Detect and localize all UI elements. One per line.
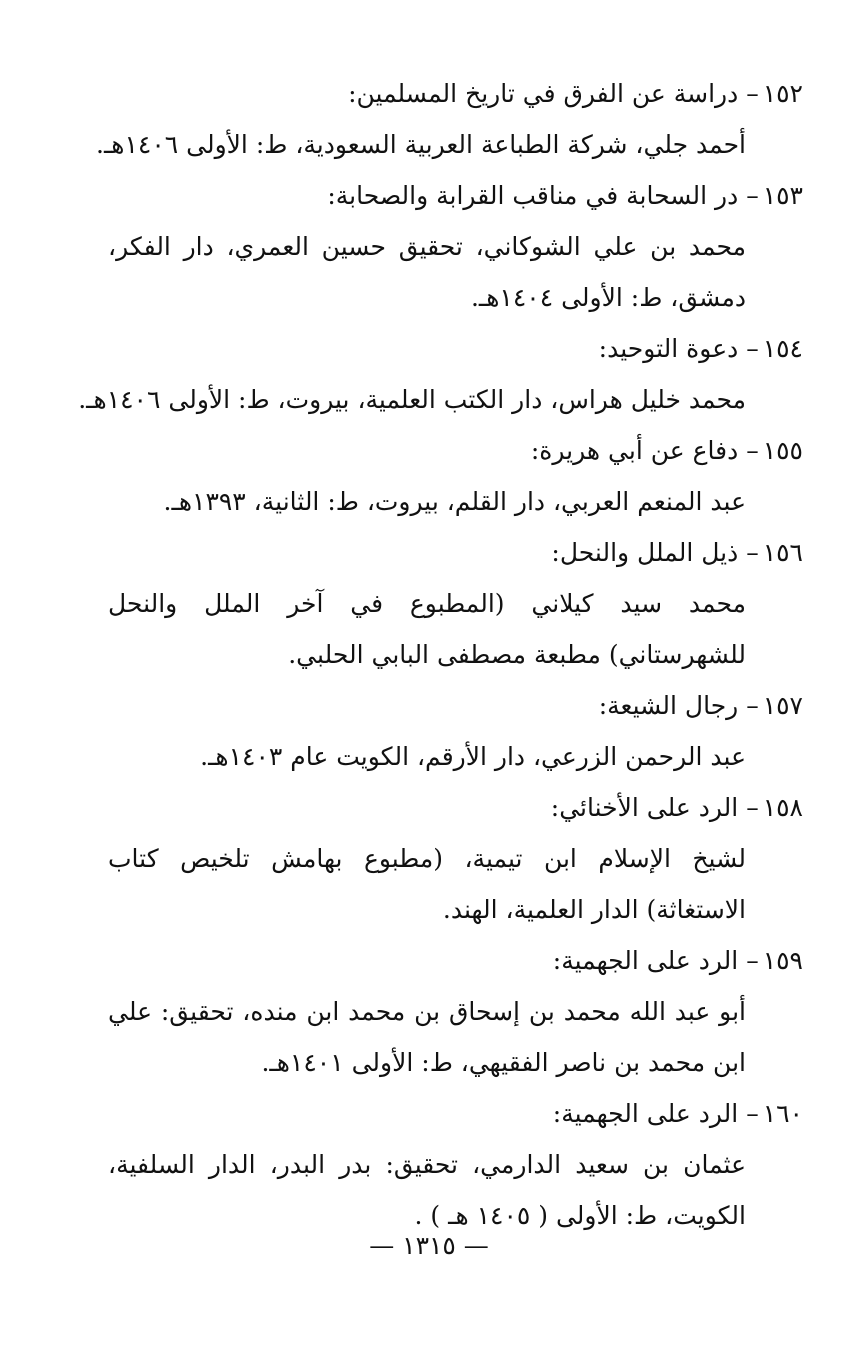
entry-body: عثمان بن سعيد الدارمي، تحقيق: بدر البدر، الدار السلفية، الكويت، ط: الأولى ( ١٤٠٥ هـ ) . [108, 1150, 746, 1230]
entry-number: ١٥٩ [762, 946, 803, 975]
entry-number: ١٥٣ [762, 181, 803, 210]
entry-body: محمد سيد كيلاني (المطبوع في آخر الملل والنحل للشهرستاني) مطبعة مصطفى البابي الحلبي. [108, 589, 746, 669]
entry-title: ١٥٥– دفاع عن أبي هريرة: [530, 436, 803, 465]
entry-title-text: دراسة عن الفرق في تاريخ المسلمين: [348, 79, 739, 108]
entry-title: ١٥٧– رجال الشيعة: [598, 691, 803, 720]
entry-body: أبو عبد الله محمد بن إسحاق بن محمد ابن منده، تحقيق: علي ابن محمد بن ناصر الفقيهي، ط: الأولى ١٤٠١هـ. [108, 997, 746, 1077]
entry-number: ١٥٤ [762, 334, 803, 363]
entry-title-text: رجال الشيعة: [598, 691, 739, 720]
bibliography-entry-157 [108, 680, 803, 782]
entry-body: محمد خليل هراس، دار الكتب العلمية، بيروت، ط: الأولى ١٤٠٦هـ. [78, 385, 746, 414]
entry-body: عبد الرحمن الزرعي، دار الأرقم، الكويت عام ١٤٠٣هـ. [200, 742, 746, 771]
entry-title-text: الرد على الجهمية: [552, 946, 739, 975]
entry-title-text: در السحابة في مناقب القرابة والصحابة: [327, 181, 739, 210]
entry-body: أحمد جلي، شركة الطباعة العربية السعودية، ط: الأولى ١٤٠٦هـ. [96, 130, 746, 159]
entry-number: ١٥٨ [762, 793, 803, 822]
entry-title-text: ذيل الملل والنحل: [551, 538, 739, 567]
bibliography-entry-153 [108, 170, 803, 323]
entry-title: ١٥٢– دراسة عن الفرق في تاريخ المسلمين: [348, 79, 803, 108]
entry-title: ١٥٤– دعوة التوحيد: [598, 334, 803, 363]
bibliography-entry-152 [96, 68, 803, 170]
bibliography-entry-156 [108, 527, 803, 680]
entry-body: لشيخ الإسلام ابن تيمية، (مطبوع بهامش تلخيص كتاب الاستغاثة) الدار العلمية، الهند. [108, 844, 746, 924]
entry-title: ١٥٦– ذيل الملل والنحل: [551, 538, 803, 567]
bibliography-entry-160 [108, 1088, 803, 1241]
bibliography-entry-154 [78, 323, 803, 425]
page-number: — ١٣١٥ — [369, 1231, 489, 1260]
entry-number: ١٥٦ [762, 538, 803, 567]
bibliography-entry-158 [108, 782, 803, 935]
entry-title-text: دفاع عن أبي هريرة: [530, 436, 739, 465]
entry-body: محمد بن علي الشوكاني، تحقيق حسين العمري، دار الفكر، دمشق، ط: الأولى ١٤٠٤هـ. [108, 232, 746, 312]
bibliography-entry-159 [108, 935, 803, 1088]
entry-number: ١٥٧ [762, 691, 803, 720]
entry-title: ١٦٠– الرد على الجهمية: [552, 1099, 803, 1128]
entry-title-text: دعوة التوحيد: [598, 334, 739, 363]
entry-number: ١٥٥ [762, 436, 803, 465]
entry-title-text: الرد على الأخنائي: [550, 793, 739, 822]
entry-title: ١٥٨– الرد على الأخنائي: [550, 793, 803, 822]
bibliography-page [78, 68, 803, 1241]
entry-title-text: الرد على الجهمية: [552, 1099, 739, 1128]
entry-title: ١٥٣– در السحابة في مناقب القرابة والصحابة: [327, 181, 803, 210]
bibliography-entry-155 [108, 425, 803, 527]
entry-number: ١٦٠ [762, 1099, 803, 1128]
entry-title: ١٥٩– الرد على الجهمية: [552, 946, 803, 975]
entry-body: عبد المنعم العربي، دار القلم، بيروت، ط: الثانية، ١٣٩٣هـ. [163, 487, 746, 516]
entry-number: ١٥٢ [762, 79, 803, 108]
